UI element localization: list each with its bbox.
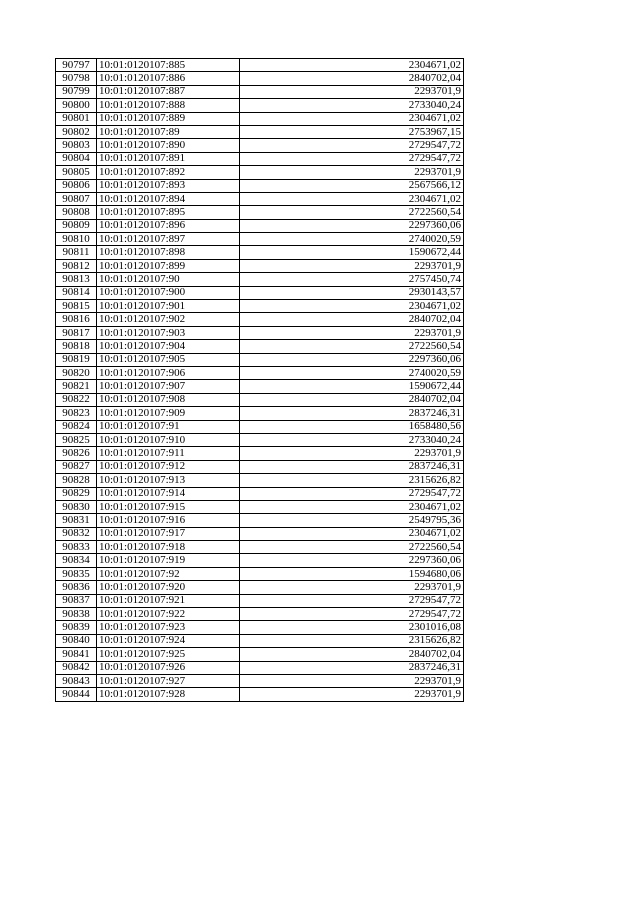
value-cell: 2315626,82 xyxy=(240,634,464,647)
table-row xyxy=(56,621,464,634)
table-row xyxy=(56,661,464,674)
cadastral-number-cell: 10:01:0120107:921 xyxy=(97,594,240,607)
value-cell: 2740020,59 xyxy=(240,233,464,246)
table-row xyxy=(56,393,464,406)
table-row xyxy=(56,286,464,299)
row-id-cell: 90812 xyxy=(56,259,97,272)
cadastral-number-cell: 10:01:0120107:897 xyxy=(97,233,240,246)
value-cell: 2840702,04 xyxy=(240,72,464,85)
cadastral-number-cell: 10:01:0120107:912 xyxy=(97,460,240,473)
value-cell: 1590672,44 xyxy=(240,380,464,393)
table-row xyxy=(56,407,464,420)
table-row xyxy=(56,487,464,500)
cadastral-number-cell: 10:01:0120107:916 xyxy=(97,514,240,527)
table-row xyxy=(56,474,464,487)
row-id-cell: 90810 xyxy=(56,233,97,246)
table-row xyxy=(56,300,464,313)
table-row xyxy=(56,433,464,446)
value-cell: 2301016,08 xyxy=(240,621,464,634)
value-cell: 2753967,15 xyxy=(240,125,464,138)
row-id-cell: 90797 xyxy=(56,59,97,72)
cadastral-number-cell: 10:01:0120107:89 xyxy=(97,125,240,138)
cadastral-number-cell: 10:01:0120107:910 xyxy=(97,433,240,446)
table-row xyxy=(56,72,464,85)
value-cell: 2722560,54 xyxy=(240,340,464,353)
value-cell: 2304671,02 xyxy=(240,59,464,72)
cadastral-number-cell: 10:01:0120107:885 xyxy=(97,59,240,72)
cadastral-number-cell: 10:01:0120107:888 xyxy=(97,99,240,112)
row-id-cell: 90832 xyxy=(56,527,97,540)
cadastral-number-cell: 10:01:0120107:899 xyxy=(97,259,240,272)
row-id-cell: 90819 xyxy=(56,353,97,366)
value-cell: 2293701,9 xyxy=(240,447,464,460)
cadastral-number-cell: 10:01:0120107:923 xyxy=(97,621,240,634)
cadastral-number-cell: 10:01:0120107:905 xyxy=(97,353,240,366)
row-id-cell: 90842 xyxy=(56,661,97,674)
value-cell: 1594680,06 xyxy=(240,567,464,580)
table-row xyxy=(56,514,464,527)
value-cell: 2567566,12 xyxy=(240,179,464,192)
cadastral-number-cell: 10:01:0120107:889 xyxy=(97,112,240,125)
cadastral-number-cell: 10:01:0120107:91 xyxy=(97,420,240,433)
row-id-cell: 90820 xyxy=(56,366,97,379)
cadastral-number-cell: 10:01:0120107:896 xyxy=(97,219,240,232)
value-cell: 2304671,02 xyxy=(240,500,464,513)
table-row xyxy=(56,179,464,192)
value-cell: 2729547,72 xyxy=(240,139,464,152)
row-id-cell: 90798 xyxy=(56,72,97,85)
cadastral-number-cell: 10:01:0120107:900 xyxy=(97,286,240,299)
table-row xyxy=(56,326,464,339)
row-id-cell: 90809 xyxy=(56,219,97,232)
cadastral-number-cell: 10:01:0120107:918 xyxy=(97,541,240,554)
row-id-cell: 90838 xyxy=(56,608,97,621)
table-row xyxy=(56,648,464,661)
value-cell: 1590672,44 xyxy=(240,246,464,259)
row-id-cell: 90827 xyxy=(56,460,97,473)
cadastral-number-cell: 10:01:0120107:898 xyxy=(97,246,240,259)
value-cell: 2549795,36 xyxy=(240,514,464,527)
row-id-cell: 90834 xyxy=(56,554,97,567)
table-row xyxy=(56,59,464,72)
value-cell: 2293701,9 xyxy=(240,166,464,179)
cadastral-number-cell: 10:01:0120107:926 xyxy=(97,661,240,674)
row-id-cell: 90816 xyxy=(56,313,97,326)
table-row xyxy=(56,674,464,687)
row-id-cell: 90813 xyxy=(56,273,97,286)
value-cell: 2729547,72 xyxy=(240,594,464,607)
cadastral-number-cell: 10:01:0120107:903 xyxy=(97,326,240,339)
value-cell: 2304671,02 xyxy=(240,192,464,205)
row-id-cell: 90814 xyxy=(56,286,97,299)
cadastral-number-cell: 10:01:0120107:919 xyxy=(97,554,240,567)
table-row xyxy=(56,259,464,272)
value-cell: 2837246,31 xyxy=(240,661,464,674)
row-id-cell: 90844 xyxy=(56,688,97,701)
row-id-cell: 90803 xyxy=(56,139,97,152)
cadastral-number-cell: 10:01:0120107:892 xyxy=(97,166,240,179)
row-id-cell: 90828 xyxy=(56,474,97,487)
row-id-cell: 90807 xyxy=(56,192,97,205)
cadastral-number-cell: 10:01:0120107:887 xyxy=(97,85,240,98)
table-row xyxy=(56,366,464,379)
table-row xyxy=(56,567,464,580)
row-id-cell: 90831 xyxy=(56,514,97,527)
cadastral-number-cell: 10:01:0120107:928 xyxy=(97,688,240,701)
value-cell: 2837246,31 xyxy=(240,407,464,420)
row-id-cell: 90821 xyxy=(56,380,97,393)
table-row xyxy=(56,85,464,98)
value-cell: 2840702,04 xyxy=(240,393,464,406)
table-row xyxy=(56,273,464,286)
cadastral-number-cell: 10:01:0120107:922 xyxy=(97,608,240,621)
table-row xyxy=(56,152,464,165)
table-row xyxy=(56,219,464,232)
value-cell: 2293701,9 xyxy=(240,688,464,701)
cadastral-number-cell: 10:01:0120107:891 xyxy=(97,152,240,165)
row-id-cell: 90826 xyxy=(56,447,97,460)
cadastral-number-cell: 10:01:0120107:901 xyxy=(97,300,240,313)
table-row xyxy=(56,460,464,473)
row-id-cell: 90801 xyxy=(56,112,97,125)
row-id-cell: 90815 xyxy=(56,300,97,313)
data-table xyxy=(55,58,464,702)
value-cell: 2733040,24 xyxy=(240,433,464,446)
cadastral-number-cell: 10:01:0120107:927 xyxy=(97,674,240,687)
table-row xyxy=(56,500,464,513)
table-row xyxy=(56,112,464,125)
table-row xyxy=(56,125,464,138)
value-cell: 2729547,72 xyxy=(240,608,464,621)
row-id-cell: 90811 xyxy=(56,246,97,259)
table-row xyxy=(56,688,464,701)
table-row xyxy=(56,594,464,607)
row-id-cell: 90835 xyxy=(56,567,97,580)
cadastral-number-cell: 10:01:0120107:917 xyxy=(97,527,240,540)
table-row xyxy=(56,634,464,647)
row-id-cell: 90837 xyxy=(56,594,97,607)
value-cell: 2722560,54 xyxy=(240,541,464,554)
row-id-cell: 90841 xyxy=(56,648,97,661)
table-row xyxy=(56,233,464,246)
value-cell: 2297360,06 xyxy=(240,554,464,567)
row-id-cell: 90825 xyxy=(56,433,97,446)
row-id-cell: 90818 xyxy=(56,340,97,353)
value-cell: 2733040,24 xyxy=(240,99,464,112)
cadastral-number-cell: 10:01:0120107:924 xyxy=(97,634,240,647)
row-id-cell: 90799 xyxy=(56,85,97,98)
cadastral-number-cell: 10:01:0120107:902 xyxy=(97,313,240,326)
cadastral-number-cell: 10:01:0120107:907 xyxy=(97,380,240,393)
row-id-cell: 90840 xyxy=(56,634,97,647)
value-cell: 2293701,9 xyxy=(240,326,464,339)
value-cell: 2304671,02 xyxy=(240,112,464,125)
cadastral-number-cell: 10:01:0120107:904 xyxy=(97,340,240,353)
value-cell: 2293701,9 xyxy=(240,581,464,594)
cadastral-number-cell: 10:01:0120107:925 xyxy=(97,648,240,661)
cadastral-number-cell: 10:01:0120107:915 xyxy=(97,500,240,513)
table-row xyxy=(56,420,464,433)
table-row xyxy=(56,340,464,353)
value-cell: 2840702,04 xyxy=(240,313,464,326)
value-cell: 2315626,82 xyxy=(240,474,464,487)
value-cell: 2729547,72 xyxy=(240,487,464,500)
cadastral-number-cell: 10:01:0120107:908 xyxy=(97,393,240,406)
table-row xyxy=(56,313,464,326)
value-cell: 2297360,06 xyxy=(240,219,464,232)
cadastral-number-cell: 10:01:0120107:893 xyxy=(97,179,240,192)
cadastral-number-cell: 10:01:0120107:90 xyxy=(97,273,240,286)
table-row xyxy=(56,581,464,594)
value-cell: 2304671,02 xyxy=(240,300,464,313)
cadastral-number-cell: 10:01:0120107:913 xyxy=(97,474,240,487)
table-row xyxy=(56,608,464,621)
value-cell: 2293701,9 xyxy=(240,85,464,98)
value-cell: 2304671,02 xyxy=(240,527,464,540)
value-cell: 2837246,31 xyxy=(240,460,464,473)
table-row xyxy=(56,246,464,259)
cadastral-number-cell: 10:01:0120107:911 xyxy=(97,447,240,460)
table-body xyxy=(56,59,464,702)
cadastral-number-cell: 10:01:0120107:909 xyxy=(97,407,240,420)
table-row xyxy=(56,192,464,205)
table-row xyxy=(56,166,464,179)
row-id-cell: 90830 xyxy=(56,500,97,513)
row-id-cell: 90824 xyxy=(56,420,97,433)
table-row xyxy=(56,99,464,112)
cadastral-number-cell: 10:01:0120107:895 xyxy=(97,206,240,219)
value-cell: 2729547,72 xyxy=(240,152,464,165)
table-row xyxy=(56,554,464,567)
row-id-cell: 90802 xyxy=(56,125,97,138)
value-cell: 2840702,04 xyxy=(240,648,464,661)
value-cell: 1658480,56 xyxy=(240,420,464,433)
cadastral-number-cell: 10:01:0120107:920 xyxy=(97,581,240,594)
row-id-cell: 90808 xyxy=(56,206,97,219)
row-id-cell: 90843 xyxy=(56,674,97,687)
cadastral-number-cell: 10:01:0120107:906 xyxy=(97,366,240,379)
value-cell: 2740020,59 xyxy=(240,366,464,379)
value-cell: 2293701,9 xyxy=(240,259,464,272)
row-id-cell: 90829 xyxy=(56,487,97,500)
table-row xyxy=(56,380,464,393)
table-row xyxy=(56,541,464,554)
table-row xyxy=(56,527,464,540)
row-id-cell: 90800 xyxy=(56,99,97,112)
cadastral-number-cell: 10:01:0120107:92 xyxy=(97,567,240,580)
row-id-cell: 90833 xyxy=(56,541,97,554)
row-id-cell: 90804 xyxy=(56,152,97,165)
row-id-cell: 90805 xyxy=(56,166,97,179)
value-cell: 2930143,57 xyxy=(240,286,464,299)
value-cell: 2297360,06 xyxy=(240,353,464,366)
row-id-cell: 90806 xyxy=(56,179,97,192)
row-id-cell: 90836 xyxy=(56,581,97,594)
cadastral-number-cell: 10:01:0120107:890 xyxy=(97,139,240,152)
table-row xyxy=(56,353,464,366)
table-row xyxy=(56,139,464,152)
table-row xyxy=(56,447,464,460)
row-id-cell: 90823 xyxy=(56,407,97,420)
cadastral-number-cell: 10:01:0120107:894 xyxy=(97,192,240,205)
value-cell: 2757450,74 xyxy=(240,273,464,286)
value-cell: 2722560,54 xyxy=(240,206,464,219)
value-cell: 2293701,9 xyxy=(240,674,464,687)
row-id-cell: 90817 xyxy=(56,326,97,339)
row-id-cell: 90822 xyxy=(56,393,97,406)
cadastral-number-cell: 10:01:0120107:914 xyxy=(97,487,240,500)
cadastral-number-cell: 10:01:0120107:886 xyxy=(97,72,240,85)
row-id-cell: 90839 xyxy=(56,621,97,634)
table-row xyxy=(56,206,464,219)
